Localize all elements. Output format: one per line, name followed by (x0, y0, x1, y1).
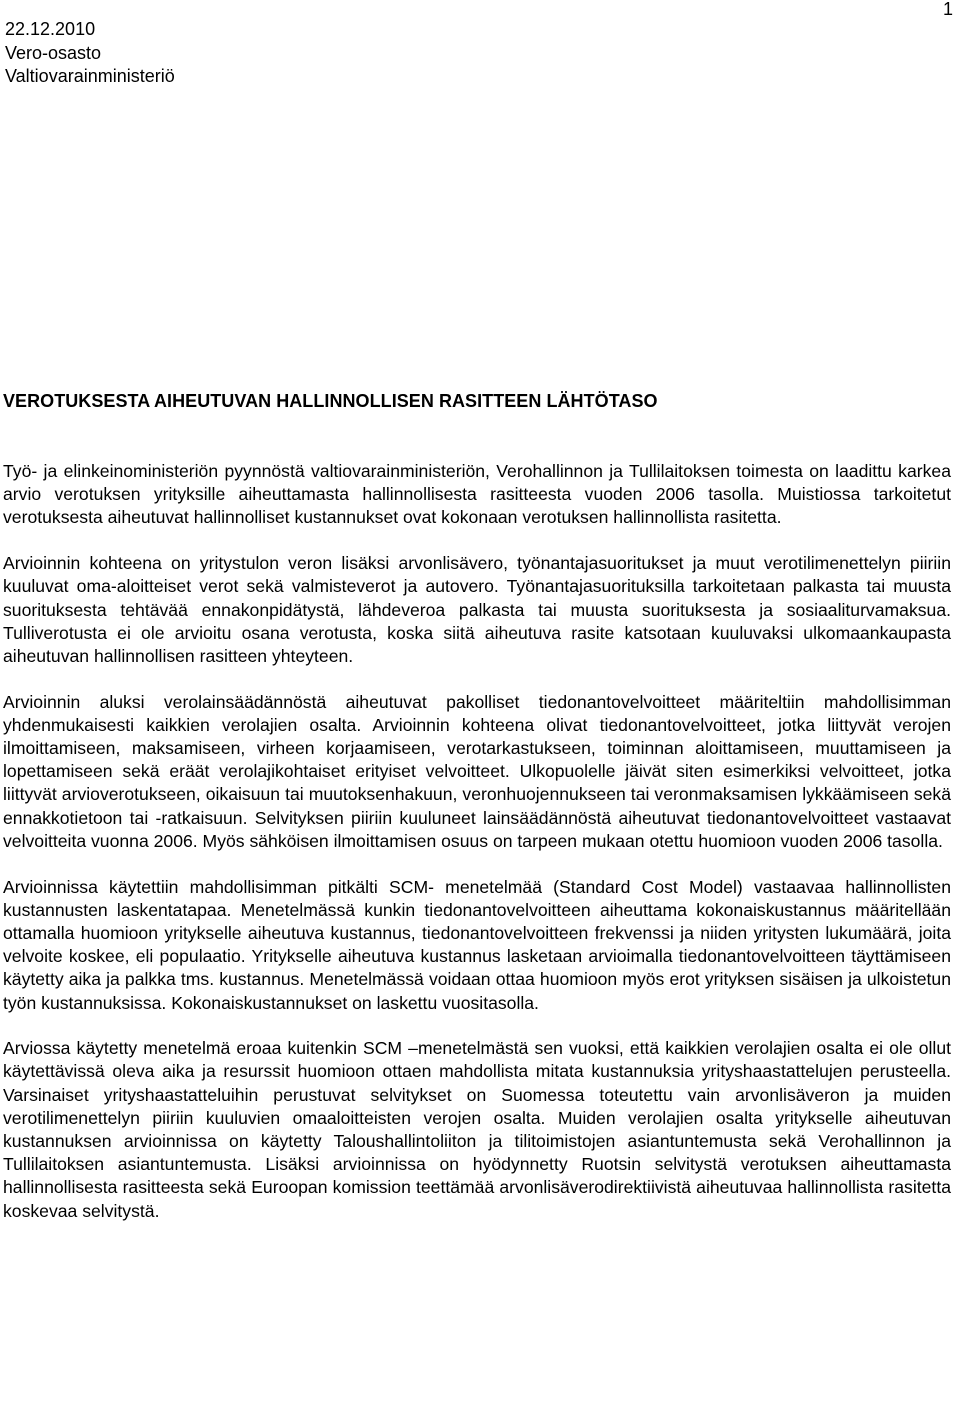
paragraph-4: Arvioinnissa käytettiin mahdollisimman pitkälti SCM- menetelmää (Standard Cost Model) vastaavaa hallinnollisten kustannusten laskentatapaa. Menetelmässä kunkin tiedonantovelvoitteen aiheuttama kokonaiskustannus määritellään ottamalla huomioon yritykselle aiheutuva kustannus, tiedonantovelvoitteen frekvenssi ja niiden yritysten lukumäärä, joita velvoite koskee, eli populaatio. Yritykselle aiheutuva kustannus lasketaan arvioimalla tiedonantovelvoitteen täyttämiseen käytetty aika ja palkka tms. kustannus. Menetelmässä voidaan ottaa huomioon myös erot yrityksen sisäisen ja ulkoistetun työn kustannuksissa. Kokonaiskustannukset on laskettu vuositasolla. (3, 876, 951, 1013)
paragraph-2: Arvioinnin kohteena on yritystulon veron lisäksi arvonlisävero, työnantajasuoritukset ja muut verotilimenettelyn piiriin kuuluvat oma-aloitteiset verot sekä valmisteverot ja autovero. Työnantajasuorituksilla tarkoitetaan palkasta tai muusta suorituksesta tehtävää ennakonpidätystä, lähdeveroa palkasta tai muusta suorituksesta ja sosiaaliturvamaksua. Tulliverotusta ei ole arvioitu osana verotusta, koska siitä aiheutuva rasite katsotaan kuuluvaksi ulkomaankaupasta aiheutuvan hallinnollisen rasitteen yhteyteen. (3, 553, 951, 666)
department-name: Vero-osasto (5, 42, 102, 63)
ministry-name: Valtiovarainministeriö (5, 66, 175, 86)
document-date: 22.12.2010 (5, 19, 96, 39)
document-title: VEROTUKSESTA AIHEUTUVAN HALLINNOLLISEN RASITTEEN LÄHTÖTASO (3, 391, 658, 411)
page-number: 1 (942, 0, 953, 19)
document-header (5, 18, 175, 89)
paragraph-1: Työ- ja elinkeinoministeriön pyynnöstä valtiovarainministeriön, Verohallinnon ja Tullilaitoksen toimesta on laadittu karkea arvio verotuksen yrityksille aiheuttamasta hallinnollisesta rasitteesta vuoden 2006 tasolla. Muistiossa tarkoitetut verotuksesta aiheutuvat hallinnolliset kustannukset ovat kokonaan verotuksen hallinnollista rasitetta. (3, 461, 951, 528)
paragraph-3: Arvioinnin aluksi verolainsäädännöstä aiheutuvat pakolliset tiedonantovelvoitteet määriteltiin mahdollisimman yhdenmukaisesti kaikkien verolajien osalta. Arvioinnin kohteena olivat tiedonantovelvoitteet, jotka liittyvät verojen ilmoittamiseen, maksamiseen, virheen korjaamiseen, verotarkastukseen, toiminnan aloittamiseen, muuttamiseen ja lopettamiseen sekä eräät verolajikohtaiset erityiset velvoitteet. Ulkopuolelle jäivät siten esimerkiksi velvoitteet, jotka liittyvät arvioverotukseen, oikaisuun tai muutoksenhakuun, veronhuojennukseen tai veronmaksamisen lykkäämiseen sekä ennakkotietoon tai -ratkaisuun. Selvityksen piiriin kuuluneet lainsäädännöstä aiheutuvat tiedonantovelvoitteet vastaavat velvoitteita vuonna 2006. Myös sähköisen ilmoittamisen osuus on tarpeen mukaan otettu huomioon vuoden 2006 tasolla. (3, 691, 951, 851)
document-body (3, 460, 951, 1223)
paragraph-5: Arviossa käytetty menetelmä eroaa kuitenkin SCM –menetelmästä sen vuoksi, että kaikkien verolajien osalta ei ole ollut käytettävissä oleva aika ja resurssit huomioon ottaen mahdollista mitata kustannuksia yrityshaastattelujen perusteella. Varsinaiset yrityshaastatteluihin perustuvat selvitykset on Suomessa toteutettu vain arvonlisäveron ja muiden verotilimenettelyn piiriin kuuluvien omaaloitteisten verojen osalta. Muiden verolajien osalta yritykselle aiheutuvan kustannuksen arvioinnissa on käytetty Taloushallintoliiton ja tilitoimistojen asiantuntemusta sekä Verohallinnon ja Tullilaitoksen asiantuntemusta. Lisäksi arvioinnissa on hyödynnetty Ruotsin selvitystä verotuksen aiheuttamasta hallinnollisesta rasitteesta sekä Euroopan komission teettämää arvonlisäverodirektiivistä aiheutuvaa hallinnollista rasitetta koskevaa selvitystä. (3, 1038, 951, 1221)
